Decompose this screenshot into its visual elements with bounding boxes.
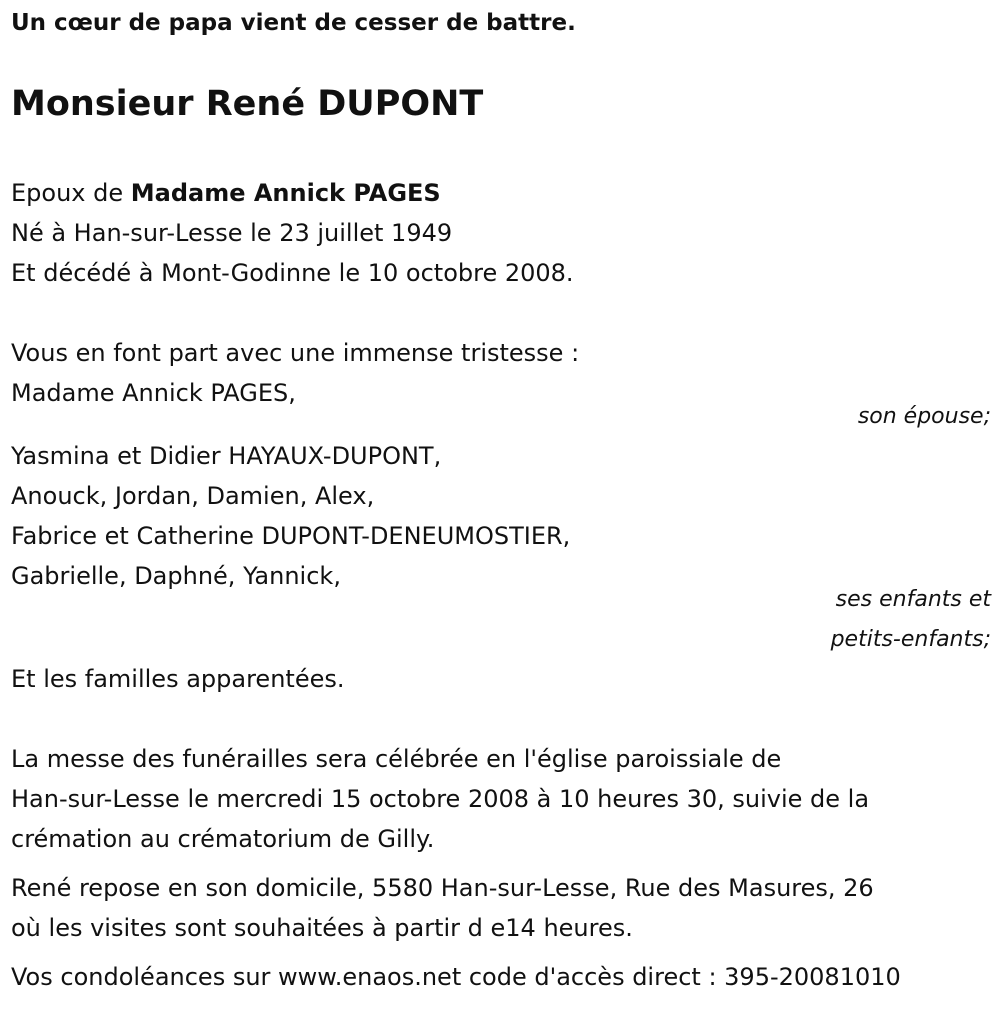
birth-line: Né à Han-sur-Lesse le 23 juillet 1949	[11, 219, 453, 247]
child-line: Yasmina et Didier HAYAUX-DUPONT,	[11, 442, 442, 470]
funeral-line: crémation au crématorium de Gilly.	[11, 825, 435, 853]
spouse-role: son épouse;	[857, 404, 991, 429]
child-line: Fabrice et Catherine DUPONT-DENEUMOSTIER,	[11, 522, 571, 550]
announcement-intro: Un cœur de papa vient de cesser de battre.	[11, 10, 576, 36]
spouse-prefix: Epoux de	[11, 179, 131, 207]
visit-line: René repose en son domicile, 5580 Han-sur-Lesse, Rue des Masures, 26	[11, 874, 874, 902]
family-intro: Vous en font part avec une immense tristesse :	[11, 339, 580, 367]
child-line: Anouck, Jordan, Damien, Alex,	[11, 482, 375, 510]
family-spouse-line: Madame Annick PAGES,	[11, 379, 296, 407]
relatives-line: Et les familles apparentées.	[11, 665, 345, 693]
child-line: Gabrielle, Daphné, Yannick,	[11, 562, 341, 590]
spouse-line	[11, 178, 441, 208]
funeral-line: Han-sur-Lesse le mercredi 15 octobre 2008 à 10 heures 30, suivie de la	[11, 785, 870, 813]
funeral-line: La messe des funérailles sera célébrée en l'église paroissiale de	[11, 745, 782, 773]
spouse-name: Madame Annick PAGES	[130, 179, 441, 207]
children-role-line2: petits-enfants;	[830, 627, 991, 652]
death-line: Et décédé à Mont-Godinne le 10 octobre 2008.	[11, 259, 574, 287]
children-role-line1: ses enfants et	[835, 587, 991, 612]
condolences-line: Vos condoléances sur www.enaos.net code d'accès direct : 395-20081010	[11, 963, 901, 991]
deceased-name: Monsieur René DUPONT	[11, 84, 484, 124]
visit-line: où les visites sont souhaitées à partir d e14 heures.	[11, 914, 633, 942]
